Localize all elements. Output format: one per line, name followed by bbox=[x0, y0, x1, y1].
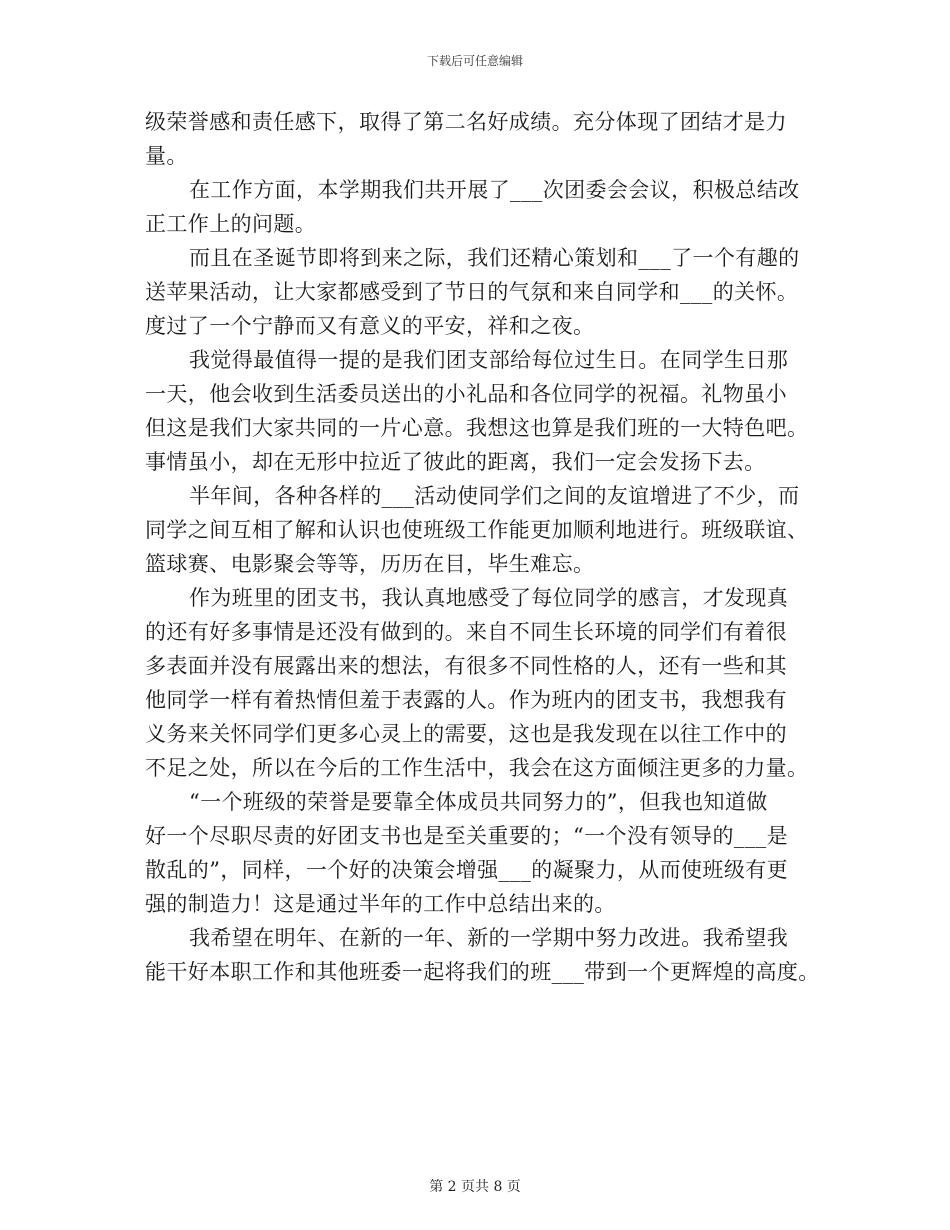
text-line: 好一个尽职尽责的好团支书也是至关重要的；“一个没有领导的___是 bbox=[145, 824, 789, 848]
page-header: 下载后可任意编辑 bbox=[426, 54, 523, 68]
text-line: 级荣誉感和责任感下，取得了第二名好成绩。充分体现了团结才是力 bbox=[145, 110, 787, 134]
paragraph-start-line: 我觉得最值得一提的是我们团支部给每位过生日。在同学生日那 bbox=[189, 348, 789, 372]
text-line: 强的制造力！这是通过半年的工作中总结出来的。 bbox=[145, 892, 616, 916]
paragraph-start-line: 在工作方面，本学期我们共开展了___次团委会会议，积极总结改 bbox=[189, 178, 800, 202]
paragraph-start-line: 我希望在明年、在新的一年、新的一学期中努力改进。我希望我 bbox=[189, 926, 789, 950]
text-line: 不足之处，所以在今后的工作生活中，我会在这方面倾注更多的力量。 bbox=[145, 756, 809, 780]
page-footer: 第 2 页共 8 页 bbox=[429, 1179, 521, 1195]
text-line: 量。 bbox=[145, 144, 188, 168]
text-line: 正工作上的问题。 bbox=[145, 212, 317, 236]
text-line: 一天，他会收到生活委员送出的小礼品和各位同学的祝福。礼物虽小 bbox=[145, 382, 787, 406]
text-line: 事情虽小，却在无形中拉近了彼此的距离，我们一定会发扬下去。 bbox=[145, 450, 766, 474]
paragraph-start-line: 半年间，各种各样的___活动使同学们之间的友谊增进了不少，而 bbox=[189, 484, 800, 508]
paragraph-start-line: “一个班级的荣誉是要靠全体成员共同努力的”，但我也知道做 bbox=[189, 790, 768, 814]
text-line: 多表面并没有展露出来的想法，有很多不同性格的人，还有一些和其 bbox=[145, 654, 787, 678]
text-line: 的还有好多事情是还没有做到的。来自不同生长环境的同学们有着很 bbox=[145, 620, 787, 644]
text-line: 度过了一个宁静而又有意义的平安，祥和之夜。 bbox=[145, 314, 595, 338]
text-line: 散乱的”，同样，一个好的决策会增强___的凝聚力，从而使班级有更 bbox=[145, 858, 789, 882]
text-line: 送苹果活动，让大家都感受到了节日的气氛和来自同学和___的关怀。 bbox=[145, 280, 799, 304]
text-line: 但这是我们大家共同的一片心意。我想这也算是我们班的一大特色吧。 bbox=[145, 416, 809, 440]
paragraph-start-line: 作为班里的团支书，我认真地感受了每位同学的感言，才发现真 bbox=[189, 586, 789, 610]
text-line: 篮球赛、电影聚会等等，历历在目，毕生难忘。 bbox=[145, 552, 595, 576]
document-body bbox=[145, 105, 825, 989]
text-line: 义务来关怀同学们更多心灵上的需要，这也是我发现在以往工作中的 bbox=[145, 722, 787, 746]
paragraph-start-line: 而且在圣诞节即将到来之际，我们还精心策划和___了一个有趣的 bbox=[189, 246, 800, 270]
text-line: 同学之间互相了解和认识也使班级工作能更加顺利地进行。班级联谊、 bbox=[145, 518, 809, 542]
text-line: 他同学一样有着热情但羞于表露的人。作为班内的团支书，我想我有 bbox=[145, 688, 787, 712]
text-line: 能干好本职工作和其他班委一起将我们的班___带到一个更辉煌的高度。 bbox=[145, 960, 820, 984]
